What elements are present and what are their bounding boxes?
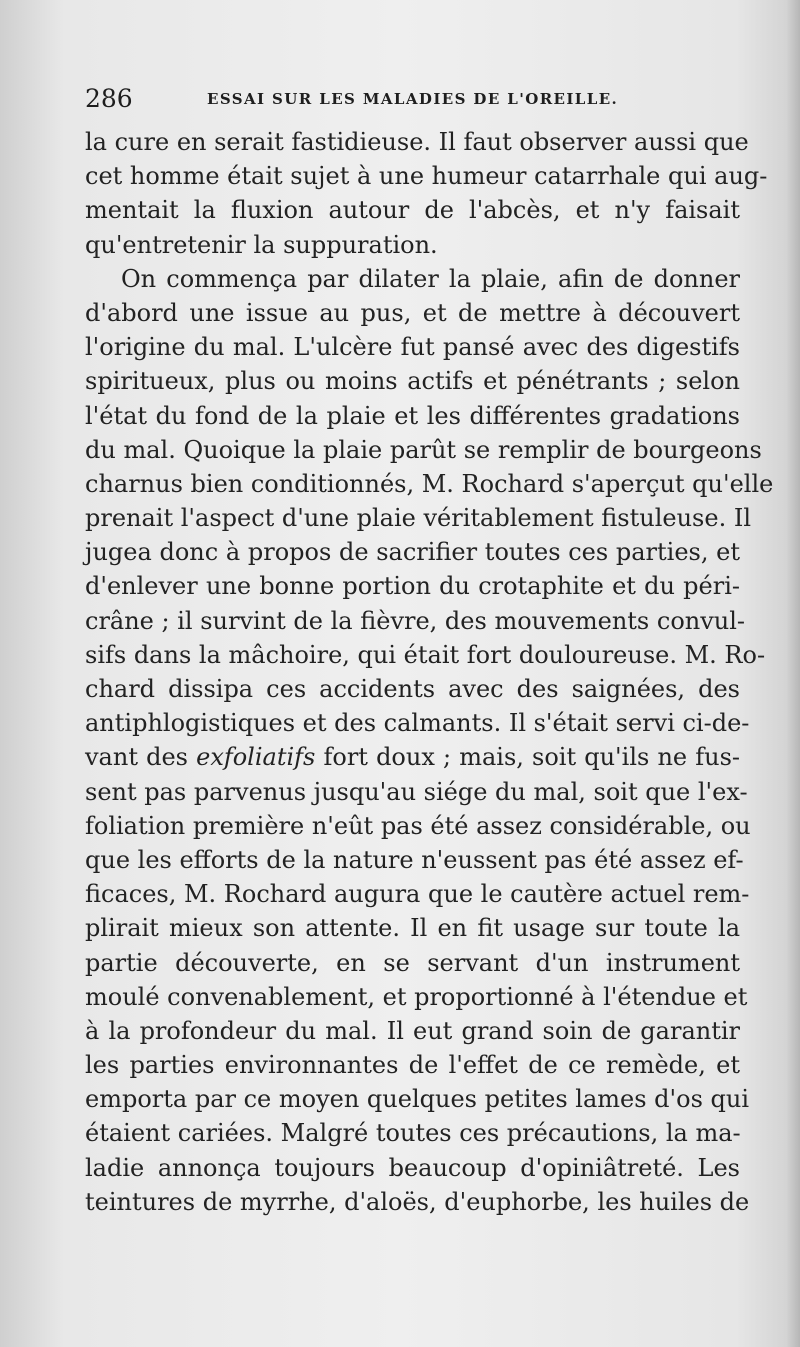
text-line: chard dissipa ces accidents avec des saignées, des [85, 675, 740, 703]
text-line: sifs dans la mâchoire, qui était fort douloureuse. M. Ro- [85, 640, 766, 669]
text-line: antiphlogistiques et des calmants. Il s'était servi ci-de- [85, 709, 750, 738]
text-line: plirait mieux son attente. Il en fit usage sur toute la [85, 914, 740, 943]
text-line: prenait l'aspect d'une plaie véritablement fistuleuse. Il [85, 504, 751, 533]
text-line: à la profondeur du mal. Il eut grand soin de garantir [85, 1016, 740, 1045]
text-line: l'état du fond de la plaie et les différentes gradations [85, 401, 740, 430]
text-line: foliation première n'eût pas été assez considérable, ou [85, 811, 751, 840]
text-line: moulé convenablement, et proportionné à l'étendue et [85, 982, 748, 1011]
text-line: On commença par dilater la plaie, afin de donner [121, 264, 740, 293]
page-number: 286 [85, 84, 133, 113]
page-edge-shadow [786, 0, 800, 1347]
text-line: spiritueux, plus ou moins actifs et pénétrants ; selon [85, 367, 740, 396]
running-head: ESSAI SUR LES MALADIES DE L'OREILLE. [207, 90, 619, 108]
text-line: emporta par ce moyen quelques petites lames d'os qui [85, 1085, 750, 1114]
text-line: d'enlever une bonne portion du crotaphite et du péri- [85, 572, 740, 601]
text-line: charnus bien conditionnés, M. Rochard s'aperçut qu'elle [85, 469, 774, 498]
text-line: crâne ; il survint de la fièvre, des mouvements convul- [85, 606, 746, 635]
text-line: partie découverte, en se servant d'un instrument [85, 948, 740, 977]
text-line: du mal. Quoique la plaie parût se remplir de bourgeons [85, 435, 762, 464]
text-line: teintures de myrrhe, d'aloës, d'euphorbe, les huiles de [85, 1187, 750, 1216]
text-segment: vant des [85, 743, 197, 772]
text-line: ficaces, M. Rochard augura que le cautère actuel rem- [85, 880, 750, 909]
text-line: la cure en serait fastidieuse. Il faut observer aussi que [85, 128, 749, 156]
page-header [85, 82, 725, 116]
text-line: jugea donc à propos de sacrifier toutes ces parties, et [85, 538, 740, 567]
text-line: sent pas parvenus jusqu'au siége du mal, soit que l'ex- [85, 777, 748, 806]
body-text [85, 125, 774, 1219]
text-line: ladie annonça toujours beaucoup d'opiniâtreté. Les [85, 1153, 740, 1182]
text-line [85, 740, 740, 774]
text-segment: fort doux ; mais, soit qu'ils ne fus- [315, 743, 741, 772]
italic-term: exfoliatifs [196, 743, 316, 772]
text-line: cet homme était sujet à une humeur catarrhale qui aug- [85, 162, 768, 191]
text-line: mentait la fluxion autour de l'abcès, et n'y faisait [85, 196, 740, 225]
text-line: d'abord une issue au pus, et de mettre à découvert [85, 298, 740, 327]
text-line: l'origine du mal. L'ulcère fut pansé avec des digestifs [85, 333, 740, 362]
text-line: les parties environnantes de l'effet de ce remède, et [85, 1051, 740, 1080]
text-line: étaient cariées. Malgré toutes ces précautions, la ma- [85, 1119, 741, 1148]
text-line: que les efforts de la nature n'eussent pas été assez ef- [85, 845, 744, 874]
text-line: qu'entretenir la suppuration. [85, 230, 438, 259]
